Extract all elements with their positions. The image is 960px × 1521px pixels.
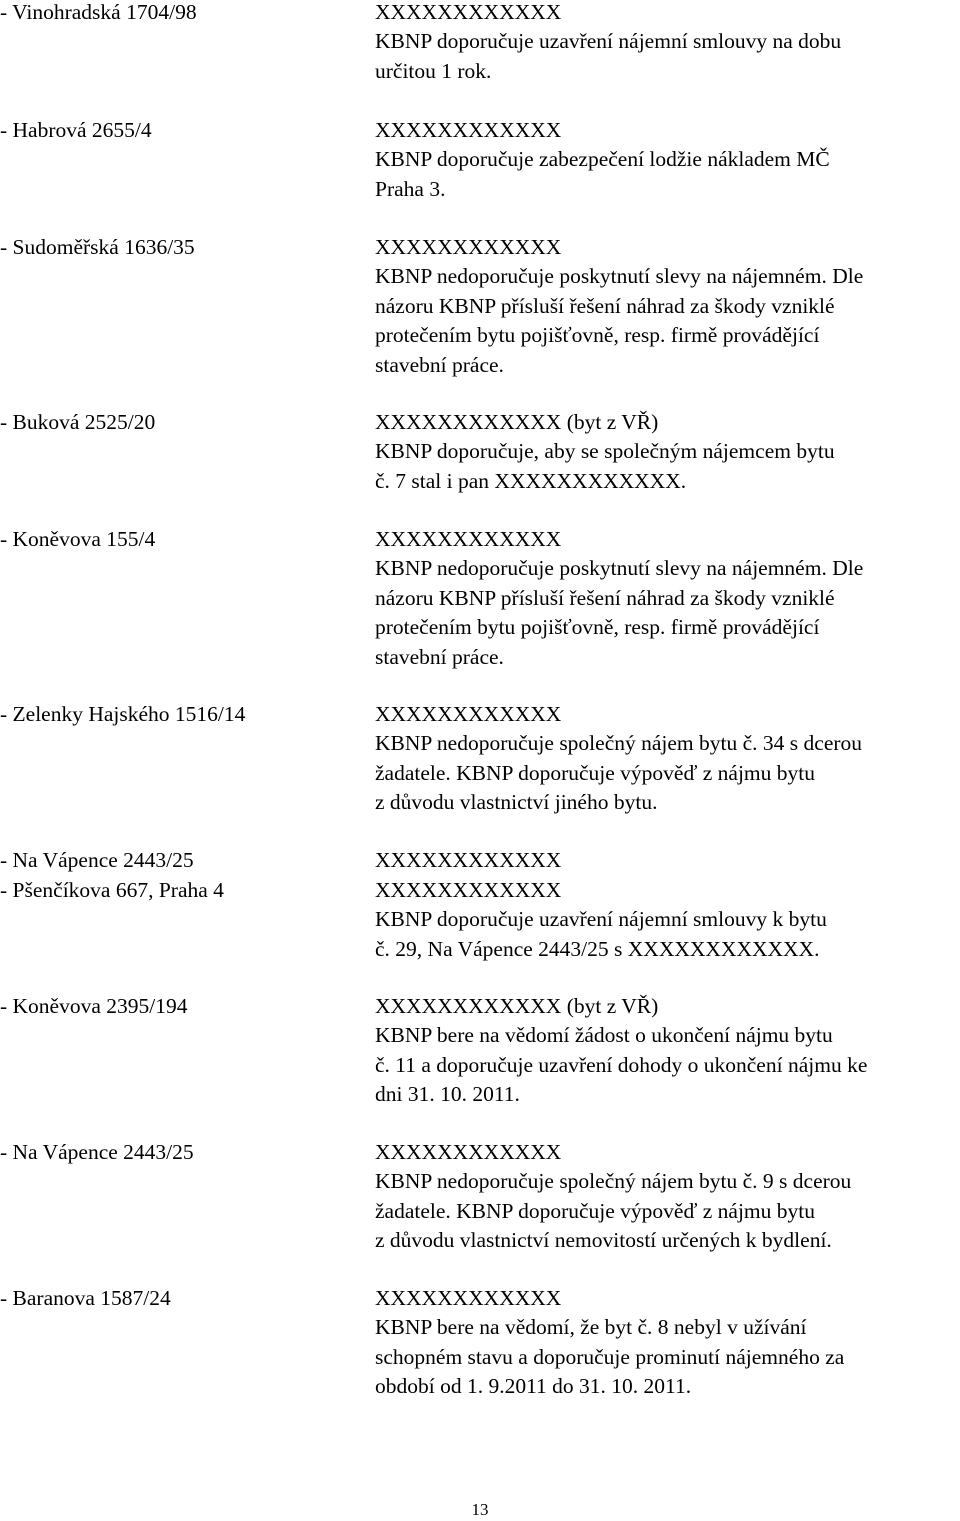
text-line: KBNP nedoporučuje poskytnutí slevy na nájemném. Dle <box>375 556 864 581</box>
entry-text <box>375 876 960 964</box>
text-line: určitou 1 rok. <box>375 58 492 83</box>
text-line: XXXXXXXXXXXX <box>375 878 562 902</box>
entry-address: - Koněvova 2395/194 <box>0 994 188 1018</box>
text-line: KBNP nedoporučuje společný nájem bytu č. 34 s dcerou <box>375 731 863 756</box>
text-line: XXXXXXXXXXXX <box>375 0 562 24</box>
text-line: žadatele. KBNP doporučuje výpověď z nájmu bytu <box>375 1198 816 1223</box>
text-line: č. 7 stal i pan XXXXXXXXXXXX. <box>375 468 687 493</box>
text-line: XXXXXXXXXXXX <box>375 527 562 551</box>
entry-text <box>375 1138 960 1256</box>
entry-address: - Habrová 2655/4 <box>0 118 152 142</box>
text-line: XXXXXXXXXXXX (byt z VŘ) <box>375 994 659 1018</box>
text-line: KBNP bere na vědomí žádost o ukončení nájmu bytu <box>375 1023 833 1048</box>
entry-address: - Zelenky Hajského 1516/14 <box>0 702 246 726</box>
entry-address: - Buková 2525/20 <box>0 410 156 434</box>
entry-text <box>375 1284 960 1402</box>
entry-address: - Pšenčíkova 667, Praha 4 <box>0 878 224 902</box>
text-line: KBNP bere na vědomí, že byt č. 8 nebyl v užívání <box>375 1315 807 1340</box>
entry-text <box>375 525 960 672</box>
entry-address: - Baranova 1587/24 <box>0 1286 171 1310</box>
text-line: č. 11 a doporučuje uzavření dohody o ukončení nájmu ke <box>375 1052 868 1077</box>
text-line: KBNP doporučuje uzavření nájemní smlouvy na dobu <box>375 29 842 54</box>
text-line: žadatele. KBNP doporučuje výpověď z nájmu bytu <box>375 760 816 785</box>
text-line: schopném stavu a doporučuje prominutí nájemného za <box>375 1344 845 1369</box>
entry-text <box>375 0 960 86</box>
text-line: č. 29, Na Vápence 2443/25 s XXXXXXXXXXXX. <box>375 936 820 961</box>
text-line: názoru KBNP přísluší řešení náhrad za škody vzniklé <box>375 585 835 610</box>
text-line: stavební práce. <box>375 352 504 377</box>
text-line: KBNP doporučuje uzavření nájemní smlouvy k bytu <box>375 907 827 932</box>
text-line: Praha 3. <box>375 176 446 201</box>
text-line: XXXXXXXXXXXX <box>375 702 562 726</box>
text-line: XXXXXXXXXXXX <box>375 1286 562 1310</box>
text-line: stavební práce. <box>375 644 504 669</box>
entry-address: - Na Vápence 2443/25 <box>0 848 194 872</box>
text-line: názoru KBNP přísluší řešení náhrad za škody vzniklé <box>375 293 835 318</box>
text-line: XXXXXXXXXXXX <box>375 848 562 872</box>
entry-address: - Sudoměřská 1636/35 <box>0 235 195 259</box>
entry-address: - Na Vápence 2443/25 <box>0 1140 194 1164</box>
text-line: KBNP nedoporučuje poskytnutí slevy na nájemném. Dle <box>375 264 864 289</box>
text-line: dni 31. 10. 2011. <box>375 1082 520 1107</box>
text-line: XXXXXXXXXXXX (byt z VŘ) <box>375 410 659 434</box>
entry-text <box>375 408 960 496</box>
text-line: z důvodu vlastnictví jiného bytu. <box>375 790 658 815</box>
entry-text <box>375 116 960 204</box>
entry-text <box>375 700 960 818</box>
entry-address: - Vinohradská 1704/98 <box>0 0 197 24</box>
text-line: z důvodu vlastnictví nemovitostí určených k bydlení. <box>375 1228 832 1253</box>
text-line: období od 1. 9.2011 do 31. 10. 2011. <box>375 1374 692 1399</box>
entry-text <box>375 233 960 380</box>
text-line: protečením bytu pojišťovně, resp. firmě provádějící <box>375 615 820 640</box>
text-line: protečením bytu pojišťovně, resp. firmě provádějící <box>375 323 820 348</box>
text-line: XXXXXXXXXXXX <box>375 1140 562 1164</box>
page-number: 13 <box>471 1500 489 1519</box>
text-line: KBNP doporučuje, aby se společným nájemcem bytu <box>375 439 835 464</box>
entry-text <box>375 846 960 875</box>
entry-address: - Koněvova 155/4 <box>0 527 156 551</box>
text-line: KBNP nedoporučuje společný nájem bytu č. 9 s dcerou <box>375 1169 852 1194</box>
entry-text <box>375 992 960 1110</box>
text-line: KBNP doporučuje zabezpečení lodžie nákladem MČ <box>375 147 830 172</box>
text-line: XXXXXXXXXXXX <box>375 118 562 142</box>
text-line: XXXXXXXXXXXX <box>375 235 562 259</box>
